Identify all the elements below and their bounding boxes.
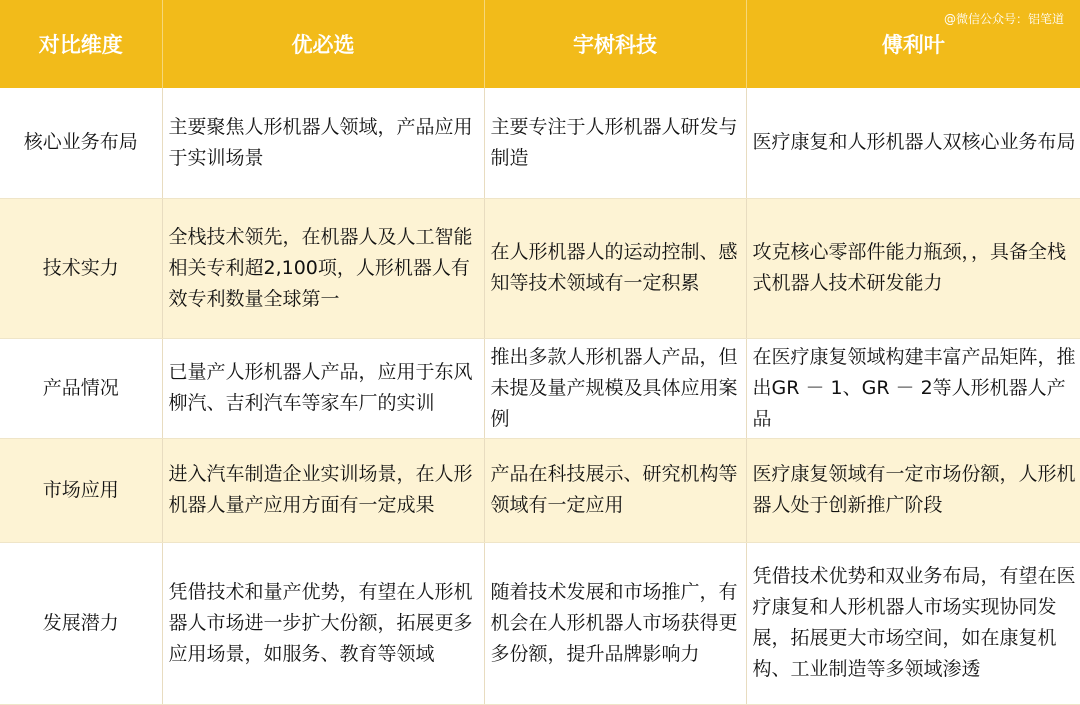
row-dimension: 发展潜力: [0, 542, 162, 704]
cell-unitree: 随着技术发展和市场推广，有机会在人形机器人市场获得更多份额，提升品牌影响力: [484, 542, 746, 704]
table-row: [0, 88, 1080, 198]
row-dimension: 技术实力: [0, 198, 162, 338]
cell-unitree: 推出多款人形机器人产品，但未提及量产规模及具体应用案例: [484, 338, 746, 438]
header-ubtech: 优必选: [162, 0, 484, 88]
cell-ubtech: 主要聚焦人形机器人领域，产品应用于实训场景: [162, 88, 484, 198]
cell-fourier: 在医疗康复领域构建丰富产品矩阵，推出GR － 1、GR － 2等人形机器人产品: [746, 338, 1080, 438]
cell-fourier: 医疗康复和人形机器人双核心业务布局: [746, 88, 1080, 198]
table-row: [0, 338, 1080, 438]
watermark: @微信公众号：铝笔道: [943, 12, 1064, 26]
cell-unitree: 主要专注于人形机器人研发与制造: [484, 88, 746, 198]
cell-ubtech: 进入汽车制造企业实训场景，在人形机器人量产应用方面有一定成果: [162, 438, 484, 542]
row-dimension: 市场应用: [0, 438, 162, 542]
cell-unitree: 产品在科技展示、研究机构等领域有一定应用: [484, 438, 746, 542]
cell-ubtech: 全栈技术领先，在机器人及人工智能相关专利超2,100项，人形机器人有效专利数量全球第一: [162, 198, 484, 338]
table-row: [0, 542, 1080, 704]
row-dimension: 核心业务布局: [0, 88, 162, 198]
header-fourier: 傅利叶: [746, 0, 1080, 88]
row-dimension: 产品情况: [0, 338, 162, 438]
cell-fourier: 凭借技术优势和双业务布局，有望在医疗康复和人形机器人市场实现协同发展，拓展更大市场空间，如在康复机构、工业制造等多领域渗透: [746, 542, 1080, 704]
header-unitree: 宇树科技: [484, 0, 746, 88]
cell-ubtech: 凭借技术和量产优势，有望在人形机器人市场进一步扩大份额，拓展更多应用场景，如服务、教育等领域: [162, 542, 484, 704]
table-row: [0, 198, 1080, 338]
header-row: [0, 0, 1080, 88]
cell-ubtech: 已量产人形机器人产品，应用于东风柳汽、吉利汽车等家车厂的实训: [162, 338, 484, 438]
cell-fourier: 医疗康复领域有一定市场份额，人形机器人处于创新推广阶段: [746, 438, 1080, 542]
header-dimension: 对比维度: [0, 0, 162, 88]
cell-fourier: 攻克核心零部件能力瓶颈，，具备全栈式机器人技术研发能力: [746, 198, 1080, 338]
table-row: [0, 438, 1080, 542]
cell-unitree: 在人形机器人的运动控制、感知等技术领域有一定积累: [484, 198, 746, 338]
